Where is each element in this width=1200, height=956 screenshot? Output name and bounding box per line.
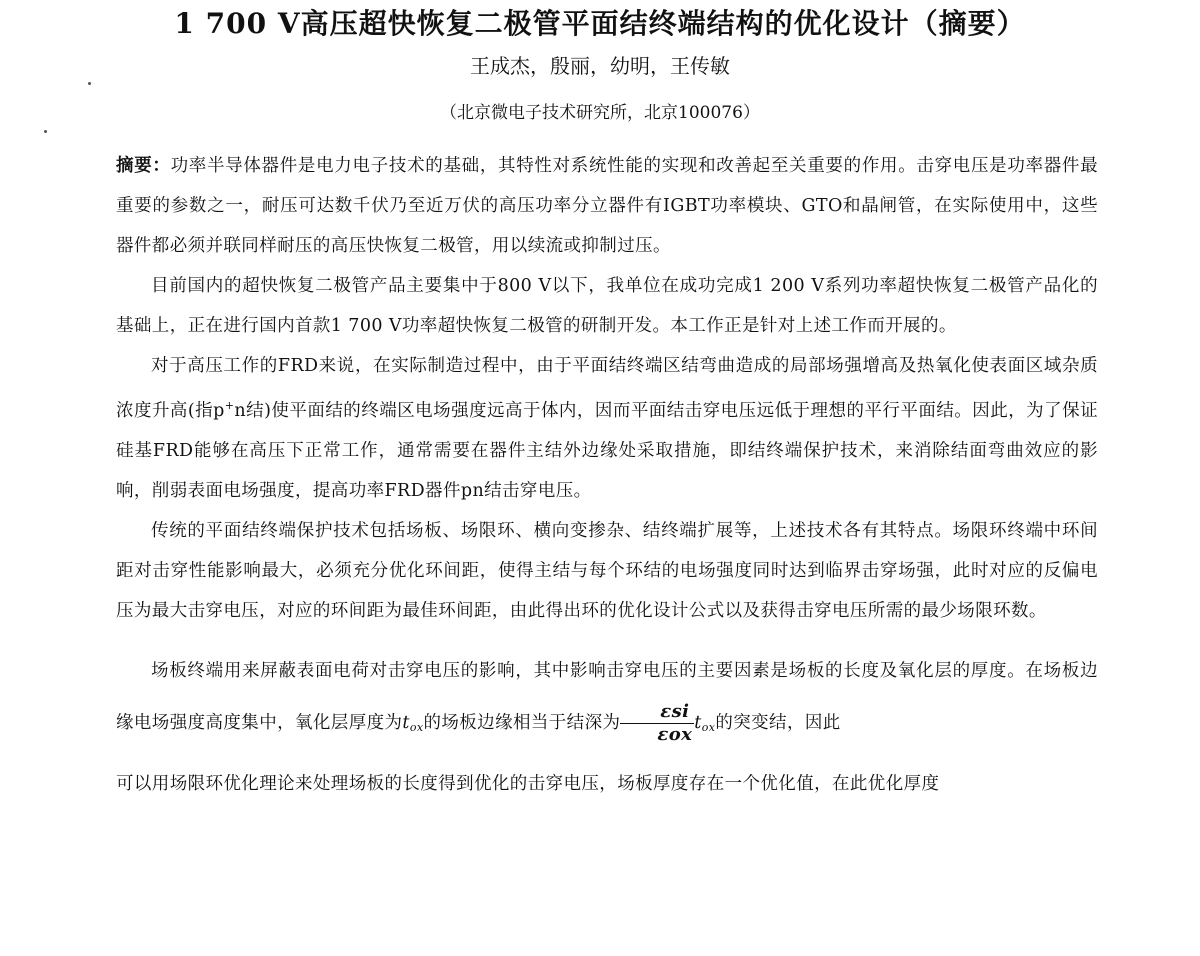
fraction-denominator: εox	[657, 724, 693, 745]
abstract-paragraph-2: 目前国内的超快恢复二极管产品主要集中于800 V以下，我单位在成功完成1 200 V系列功率超快恢复二极管产品化的基础上，正在进行国内首款1 700 V功率超快恢复二极管的研制开发。本工作正是针对上述工作而开展的。	[116, 276, 1098, 336]
paragraph-text: 场板终端用来屏蔽表面电荷对击穿电压的影响，其中影响击穿电压的主要因素是场板的长度及氧化层的厚度。在场板边缘电场强度高度集中，氧化层厚度为	[116, 661, 1098, 733]
paragraph-text: 的场板边缘相当于结深为	[423, 713, 621, 733]
paper-title: 1 700 V高压超快恢复二极管平面结终端结构的优化设计（摘要）	[174, 7, 1026, 40]
tox-symbol: t	[694, 713, 702, 733]
scan-speck	[88, 82, 91, 85]
author-list: 王成杰，殷丽，幼明，王传敏	[470, 54, 730, 78]
fraction-numerator: εsi	[620, 701, 694, 724]
paragraph-text: 的突变结，因此	[715, 713, 841, 733]
tox-symbol: t	[402, 713, 410, 733]
paragraph-text: n结)使平面结的终端区电场强度远高于体内，因而平面结击穿电压远低于理想的平行平面结。因此，为了保证硅基FRD能够在高压下正常工作，通常需要在器件主结外边缘处采取措施，即结终端保护技术，来消除结面弯曲效应的影响，削弱表面电场强度，提高功率FRD器件pn结击穿电压。	[116, 401, 1098, 501]
superscript-plus: +	[224, 399, 235, 412]
tox-subscript: ox	[701, 721, 716, 734]
abstract-paragraph-6: 可以用场限环优化理论来处理场板的长度得到优化的击穿电压，场板厚度存在一个优化值，在此优化厚度	[116, 774, 940, 794]
abstract-label: 摘要	[116, 156, 153, 176]
permittivity-ratio-fraction	[620, 701, 694, 746]
affiliation: （北京微电子技术研究所，北京100076）	[440, 103, 760, 123]
tox-subscript: ox	[409, 721, 424, 734]
abstract-body	[116, 146, 1098, 804]
paragraph-text: 功率半导体器件是电力电子技术的基础，其特性对系统性能的实现和改善起至关重要的作用。击穿电压是功率器件最重要的参数之一，耐压可达数千伏乃至近万伏的高压功率分立器件有IGBT功率模块、GTO和晶闸管，在实际使用中，这些器件都必须并联同样耐压的高压快恢复二极管，用以续流或抑制过压。	[116, 156, 1098, 256]
abstract-paragraph-5	[116, 645, 1098, 754]
scan-speck	[44, 130, 47, 133]
abstract-paragraph-3	[116, 346, 1098, 511]
abstract-label-colon: ：	[152, 156, 171, 176]
abstract-paragraph-4: 传统的平面结终端保护技术包括场板、场限环、横向变掺杂、结终端扩展等，上述技术各有其特点。场限环终端中环间距对击穿性能影响最大，必须充分优化环间距，使得主结与每个环结的电场强度同时达到临界击穿场强，此时对应的反偏电压为最大击穿电压，对应的环间距为最佳环间距，由此得出环的优化设计公式以及获得击穿电压所需的最少场限环数。	[116, 521, 1098, 621]
paragraph-text: 对于高压工作的FRD来说，在实际制造过程中，由于平面结终端区结弯曲造成的局部场强增高及热氧化使表面区域杂质浓度升高(指p	[116, 356, 1098, 421]
abstract-paragraph-1	[116, 146, 1098, 266]
